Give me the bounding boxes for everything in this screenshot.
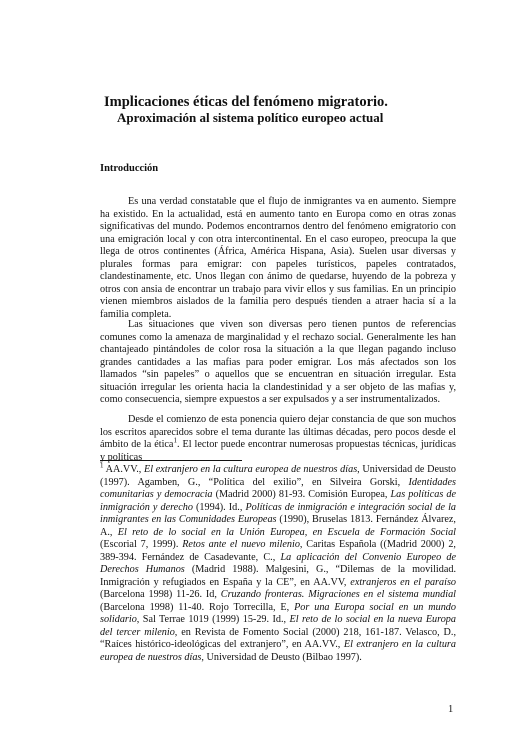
footnote-marker: 1 [100, 461, 104, 470]
footnote-citation-title: Por una Europa social en un mundo solidario [100, 601, 456, 625]
document-subtitle: Aproximación al sistema político europeo actual [117, 110, 384, 125]
footnote-text: , en Revista de Fomento Social (2000) 218, 161-187. Velasco, D., “Raíces histórico-ideológicas del extranjero”, en AA.VV., [100, 626, 456, 650]
footnote-reference[interactable]: 1 [173, 436, 177, 445]
footnote-citation-title: extranjeros en el paraíso [350, 576, 456, 588]
footnote-separator [100, 460, 242, 461]
footnote-citation-title: El reto de lo social en la Unión Europea, en Escuela de Formación Social [117, 526, 457, 538]
footnote-text: (1994). Id., [192, 501, 246, 513]
footnote-text: , Universidad de Deusto (Bilbao 1997). [201, 651, 362, 663]
footnote-text: AA.VV., [103, 464, 145, 475]
footnote-citation-title: Identidades comunitarias y democracia [100, 476, 456, 500]
footnote-text: (1990), Bruselas 1813. Fernández Álvarez, A., [100, 514, 456, 538]
footnote-text: (Madrid 2000) 81-93. Comisión Europea, [212, 489, 391, 500]
section-heading: Introducción [100, 163, 159, 174]
footnote-citation-title: El extranjero en la cultura europea de nuestros días [144, 464, 358, 475]
footnote-citation-title: Cruzando fronteras. Migraciones en el sistema mundial [220, 589, 456, 600]
paragraph-1: Es una verdad constatable que el flujo de inmigrantes va en aumento. Siempre ha existido. En la actualidad, está en aumento tanto en Europa como en otras zonas significativas del mundo. Podemos encontrarnos dentro del fenómeno emigratorio con una emigración local y con otra intercontinental. En el caso europeo, preocupa la que llega de otros continentes (África, América Hispana, Asia). Suelen usar diversas y plurales formas para emigrar: con papeles turísticos, papeles contratados, clandestinamente, etc. Unos llegan con ánimo de quedarse, huyendo de la pobreza y otros con ansia de encontrar un trabajo para vivir ellos y sus familias. En un principio vienen miembros aislados de la familia pero después tienden a atraer hacia sí a la familia completa. [100, 196, 456, 320]
footnote-text: , Universidad de Deusto (1997). Agamben, G., “Política del exilio”, en Silveira Gorski, [100, 464, 456, 488]
footnote-citation-title: La aplicación del Convenio Europeo de Derechos Humanos [100, 551, 456, 575]
footnote-text: (Escorial 7, 1999). [100, 539, 183, 550]
page-number: 1 [448, 704, 454, 715]
footnote-citation-title: Las políticas de inmigración y derecho [100, 489, 457, 513]
footnote-body [100, 461, 457, 663]
paragraph-3-text: Desde el comienzo de esta ponencia quiero dejar constancia de que son muchos los escritos aparecidos sobre el tema durante las últimas décadas, pero pocos desde el ámbito de la ética [100, 414, 456, 450]
footnote-citation-title: El reto de lo social en la nueva Europa del tercer milenio [100, 614, 456, 638]
paragraph-2: Las situaciones que viven son diversas pero tienen puntos de referencias comunes como la amenaza de marginalidad y el rechazo social. Generalmente les han chantajeado pintándoles de color rosa la situación a la que llegan pagando incluso grandes cantidades a las mafias para poder emigrar. Los más afectados son los llamados “sin papeles” o aquellos que se encuentran en situación irregular. Esta situación irregular les orienta hacia la clandestinidad y a ser objeto de las mafias y, como consecuencia, siempre expuestos a ser expulsados y a ser instrumentalizados. [100, 319, 456, 405]
footnote-text: (Barcelona 1998) 11-26. Id, [100, 589, 221, 600]
footnote-text: , Sal Terrae 1019 (1999) 15-29. Id., [136, 614, 290, 625]
footnote-text: (Barcelona 1998) 11-40. Rojo Torrecilla, E, [100, 601, 295, 613]
footnote [100, 461, 457, 664]
footnote-citation-title: El extranjero en la cultura europea de nuestros días [100, 639, 456, 663]
footnote-text: , Caritas Española ((Madrid 2000) 2, 389-394. Fernández de Casadevante, C., [100, 539, 456, 563]
paragraph-3-continuation: . El lector puede encontrar numerosas propuestas técnicas, jurídicas y políticas [100, 439, 456, 463]
footnote-citation-title: Retos ante el nuevo milenio [182, 539, 300, 550]
paragraph-3 [100, 414, 456, 464]
footnote-text: (Madrid 1988). Malgesini, G., “Dilemas de la movilidad. Inmigración y refugiados en España y la CE”, en AA.VV, [100, 564, 456, 588]
document-title: Implicaciones éticas del fenómeno migratorio. [104, 94, 388, 110]
footnote-citation-title: Políticas de inmigración e integración social de la inmigrantes en las Comunidades Europeas [100, 501, 456, 525]
